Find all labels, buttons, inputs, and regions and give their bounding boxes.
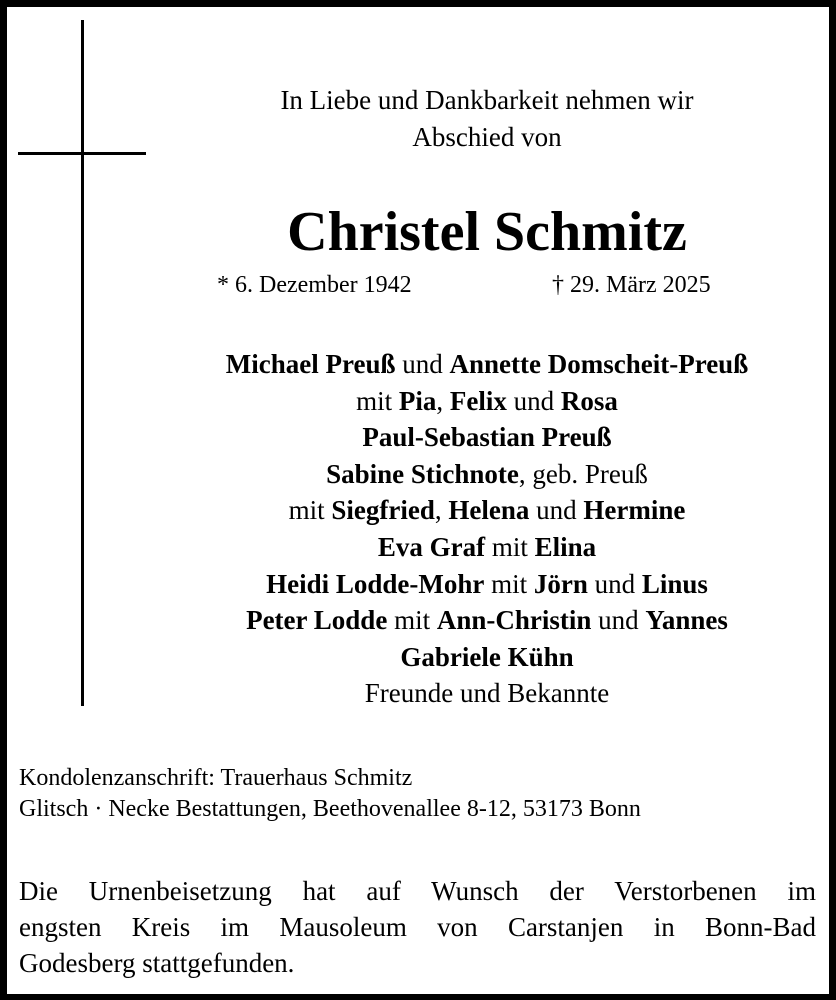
- mourner-name: Felix: [449, 385, 507, 416]
- obituary-notice: [7, 7, 829, 994]
- burial-line-3: Godesberg stattgefunden.: [19, 948, 295, 978]
- mourner-line: [157, 456, 817, 493]
- burial-line-2: engsten Kreis im Mausoleum von Carstanjen in Bonn-Bad: [19, 912, 816, 942]
- death-date: † 29. März 2025: [552, 272, 711, 298]
- mourner-name: Eva Graf: [377, 531, 486, 562]
- cross-horizontal-bar: [18, 152, 146, 155]
- connector-text: und: [506, 385, 561, 416]
- birth-date: * 6. Dezember 1942: [217, 272, 412, 298]
- mourner-name: Rosa: [560, 385, 618, 416]
- connector-text: , geb. Preuß: [518, 458, 648, 489]
- intro-text: [157, 82, 817, 156]
- mourner-line: [157, 419, 817, 456]
- mourner-name: Hermine: [583, 495, 686, 526]
- burial-line-1: Die Urnenbeisetzung hat auf Wunsch der Verstorbenen im: [19, 876, 816, 906]
- mourner-line: [157, 675, 817, 712]
- connector-text: Freunde und Bekannte: [364, 678, 610, 709]
- connector-text: und: [529, 495, 584, 526]
- connector-text: mit: [387, 605, 437, 636]
- mourner-name: Paul-Sebastian Preuß: [362, 422, 612, 453]
- connector-text: ,: [434, 495, 449, 526]
- mourner-line: [157, 602, 817, 639]
- mourner-name: Ann-Christin: [436, 605, 592, 636]
- mourner-name: Heidi Lodde-Mohr: [266, 568, 485, 599]
- connector-text: und: [591, 605, 646, 636]
- mourner-name: Helena: [448, 495, 530, 526]
- condolence-line-1: Kondolenzanschrift: Trauerhaus Schmitz: [19, 765, 413, 791]
- connector-text: mit: [356, 385, 399, 416]
- intro-line-2: Abschied von: [412, 122, 562, 152]
- mourner-name: Jörn: [533, 568, 588, 599]
- connector-text: und: [395, 349, 450, 379]
- mourner-name: Michael Preuß: [225, 349, 396, 379]
- intro-line-1: In Liebe und Dankbarkeit nehmen wir: [280, 85, 694, 115]
- deceased-name: Christel Schmitz: [287, 201, 687, 263]
- connector-text: mit: [288, 495, 332, 526]
- cross-vertical-bar: [81, 20, 84, 706]
- mourner-name: Pia: [398, 385, 437, 416]
- mourner-name: Siegfried: [331, 495, 435, 526]
- burial-notice: [19, 873, 816, 981]
- mourners-list: [157, 346, 817, 712]
- connector-text: mit: [484, 568, 534, 599]
- mourner-line: [157, 346, 817, 383]
- mourner-line: [157, 492, 817, 529]
- mourner-name: Sabine Stichnote: [326, 458, 519, 489]
- mourner-name: Gabriele Kühn: [400, 641, 574, 672]
- mourner-line: [157, 566, 817, 603]
- connector-text: ,: [436, 385, 450, 416]
- condolence-address: [19, 763, 641, 825]
- mourner-line: [157, 639, 817, 676]
- mourner-line: [157, 529, 817, 566]
- mourner-name: Peter Lodde: [246, 605, 388, 636]
- mourner-line: [157, 383, 817, 420]
- connector-text: mit: [485, 531, 535, 562]
- mourner-name: Elina: [534, 531, 597, 562]
- condolence-line-2: Glitsch · Necke Bestattungen, Beethovenallee 8-12, 53173 Bonn: [19, 796, 641, 822]
- connector-text: und: [587, 568, 642, 599]
- mourner-name: Linus: [641, 568, 708, 599]
- mourner-name: Yannes: [645, 605, 728, 636]
- mourner-name: Annette Domscheit-Preuß: [449, 349, 749, 379]
